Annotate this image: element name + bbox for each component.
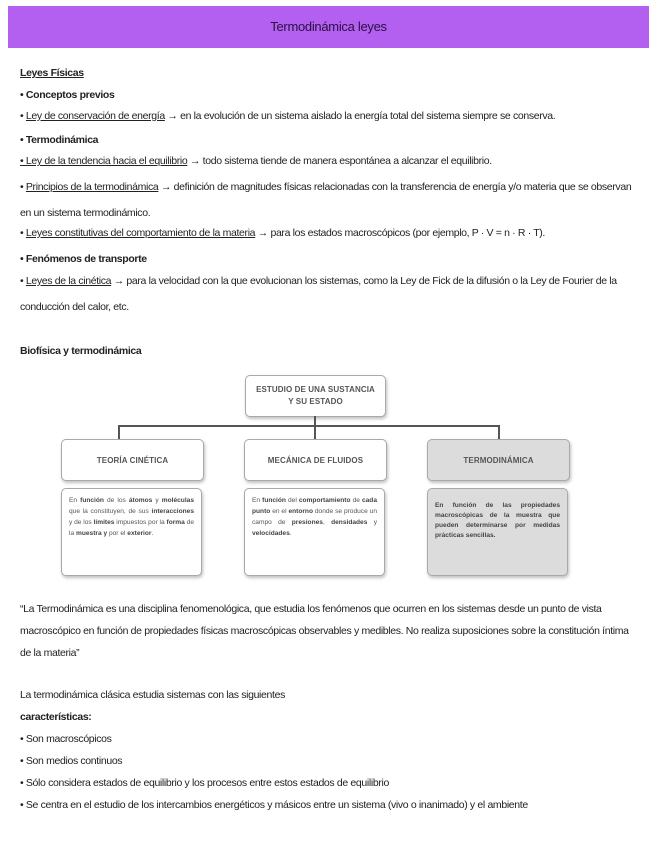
text-conservacion: → en la evolución de un sistema aislado la energía total del sistema siempre se conserva.: [164, 110, 556, 122]
connector-right: [498, 425, 500, 439]
term-constitutivas: Leyes constitutivas del comportamiento de la materia: [25, 227, 256, 239]
paragraph-equilibrio: [20, 154, 492, 168]
term-conservacion: Ley de conservación de energía: [25, 110, 165, 122]
definition-quote: “La Termodinámica es una disciplina fenomenológica, que estudia los fenómenos que ocurren en los sistemas desde un punto de vista macroscópico en función de propiedades físicas macroscópicas observables y medibles. No realiza suposiciones sobre la constitución íntima de la materia”: [20, 603, 629, 659]
clasica-intro: La termodinámica clásica estudia sistemas con las siguientes: [20, 689, 285, 701]
subheading-transporte: • Fenómenos de transporte: [20, 253, 147, 265]
section-heading-biofisica: Biofísica y termodinámica: [20, 345, 142, 357]
term-cinetica: Leyes de la cinética: [25, 275, 112, 287]
list-item: • Son macroscópicos: [20, 733, 112, 745]
diagram-node-mecanica-fluidos: MECÁNICA DE FLUIDOS: [244, 439, 387, 481]
bullet-marker: •: [20, 110, 26, 122]
diagram-node-termodinamica: TERMODINÁMICA: [427, 439, 570, 481]
connector-center: [314, 425, 316, 439]
term-principios: Principios de la termodinámica: [25, 181, 159, 193]
text-cinetica: → para la velocidad con la que evolucionan los sistemas, como la Ley de Fick de la difusión o la Ley de Fourier de la conducción del calor, etc.: [20, 275, 617, 313]
connector-left: [118, 425, 120, 439]
text-equilibrio: → todo sistema tiende de manera espontánea a alcanzar el equilibrio.: [187, 155, 492, 167]
diagram-body-teoria-cinetica: En función de los átomos y moléculas que la constituyen, de sus interacciones y de los límites impuestos por la forma de la muestra y por el exterior.: [61, 488, 202, 576]
text-principios: → definición de magnitudes físicas relacionadas con la transferencia de energía y/o materia que se observan en un sistema termodinámico.: [20, 181, 632, 219]
clasica-caracteristicas: características:: [20, 711, 92, 723]
paragraph-constitutivas: • Leyes constitutivas del comportamiento de la materia → para los estados macroscópicos (por ejemplo, P · V = n · R · T).: [20, 227, 545, 239]
diagram-body-mecanica-fluidos: En función del comportamiento de cada punto en el entorno donde se produce un campo de presiones, densidades y velocidades.: [244, 488, 385, 576]
section-heading-leyes: Leyes Físicas: [20, 67, 84, 79]
list-item: • Se centra en el estudio de los intercambios energéticos y másicos entre un sistema (vivo o inanimado) y el ambiente: [20, 799, 528, 811]
subheading-termodinamica: • Termodinámica: [20, 134, 99, 146]
list-item: • Son medios continuos: [20, 755, 123, 767]
paragraph-cinetica: • Leyes de la cinética → para la velocidad con la que evolucionan los sistemas, como la Ley de Fick de la difusión o la Ley de Fourier de la conducción del calor, etc.: [20, 275, 617, 313]
connector-horizontal: [118, 425, 500, 427]
page-title: Termodinámica leyes: [270, 19, 387, 34]
subheading-conceptos: • Conceptos previos: [20, 89, 115, 101]
text-constitutivas: → para los estados macroscópicos (por ejemplo, P · V = n · R · T).: [255, 227, 545, 239]
term-equilibrio: • Ley de la tendencia hacia el equilibrio: [20, 155, 188, 167]
paragraph-conservacion: [20, 109, 555, 123]
diagram-node-teoria-cinetica: TEORÍA CINÉTICA: [61, 439, 204, 481]
list-item: • Sólo considera estados de equilibrio y los procesos entre estos estados de equilibrio: [20, 777, 389, 789]
paragraph-principios: • Principios de la termodinámica → definición de magnitudes físicas relacionadas con la transferencia de energía y/o materia que se observan en un sistema termodinámico.: [20, 181, 632, 219]
diagram-root-node: ESTUDIO DE UNA SUSTANCIA Y SU ESTADO: [245, 375, 386, 417]
diagram-body-termodinamica: En función de las propiedades macroscópicas de la muestra que pueden determinarse por medidas prácticas sencillas.: [427, 488, 568, 576]
title-banner: [8, 6, 649, 48]
